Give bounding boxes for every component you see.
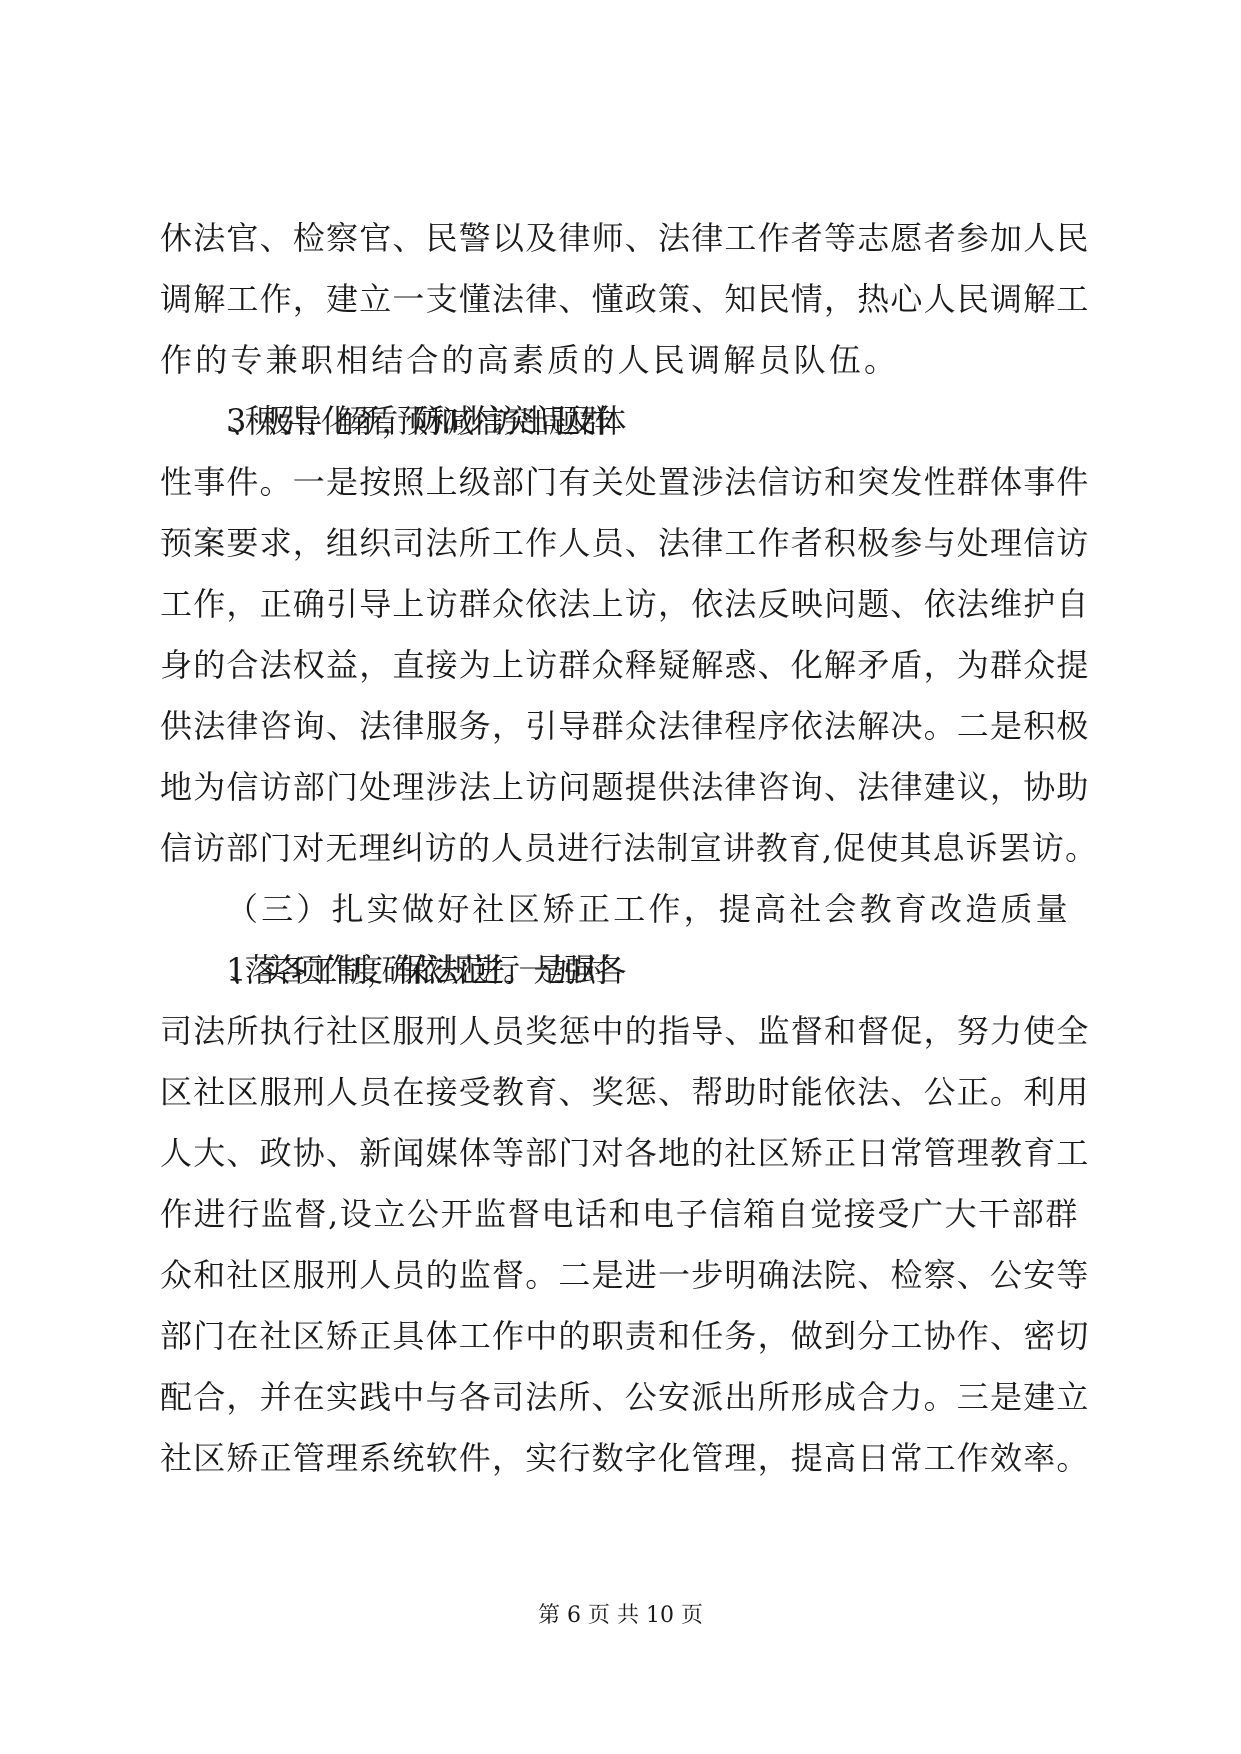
body-text-line: 身的合法权益，直接为上访群众释疑解惑、化解矛盾，为群众提: [160, 646, 1090, 684]
body-text-line: 预案要求，组织司法所工作人员、法律工作者积极参与处理信访: [160, 524, 1090, 562]
body-text-line: 部门在社区矫正具体工作中的职责和任务，做到分工协作、密切: [160, 1317, 1090, 1355]
body-text-line: 信访部门对无理纠访的人员进行法制宣讲教育,促使其息诉罢访。: [160, 829, 1099, 867]
paragraph-first-line: 1、落实各项工作制度，确保依法规范进行。一是加强对各: [226, 951, 610, 989]
body-text-line: 人大、政协、新闻媒体等部门对各地的社区矫正日常管理教育工: [160, 1134, 1090, 1172]
body-text-line: 休法官、检察官、民警以及律师、法律工作者等志愿者参加人民: [160, 219, 1090, 257]
body-text-line: 区社区服刑人员在接受教育、奖惩、帮助时能依法、公正。利用: [160, 1073, 1090, 1111]
page-number-footer: 第 6 页 共 10 页: [538, 1603, 703, 1628]
body-text-line: 众和社区服刑人员的监督。二是进一步明确法院、检察、公安等: [160, 1256, 1090, 1294]
body-text-line: 作的专兼职相结合的高素质的人民调解员队伍。: [160, 341, 900, 379]
body-text-line: 性事件。一是按照上级部门有关处置涉法信访和突发性群体事件: [160, 463, 1090, 501]
body-text-line: 工作，正确引导上访群众依法上访，依法反映问题、依法维护自: [160, 585, 1090, 623]
body-text-line: 地为信访部门处理涉法上访问题提供法律咨询、法律建议，协助: [160, 768, 1090, 806]
body-text-line: 社区矫正管理系统软件，实行数字化管理，提高日常工作效率。: [160, 1439, 1090, 1477]
body-text-line: 司法所执行社区服刑人员奖惩中的指导、监督和督促，努力使全: [160, 1012, 1090, 1050]
section-heading: （三）扎实做好社区矫正工作，提高社会教育改造质量: [226, 890, 1071, 928]
body-text-line: 作进行监督,设立公开监督电话和电子信箱自觉接受广大干部群: [160, 1195, 1079, 1233]
body-text-line: 配合，并在实践中与各司法所、公安派出所形成合力。三是建立: [160, 1378, 1090, 1416]
paragraph-first-line: 3、积极引导、化解矛盾，预防和减少信访突出问题及群体: [226, 402, 610, 440]
body-text-line: 调解工作，建立一支懂法律、懂政策、知民情，热心人民调解工: [160, 280, 1090, 318]
body-text-line: 供法律咨询、法律服务，引导群众法律程序依法解决。二是积极: [160, 707, 1090, 745]
